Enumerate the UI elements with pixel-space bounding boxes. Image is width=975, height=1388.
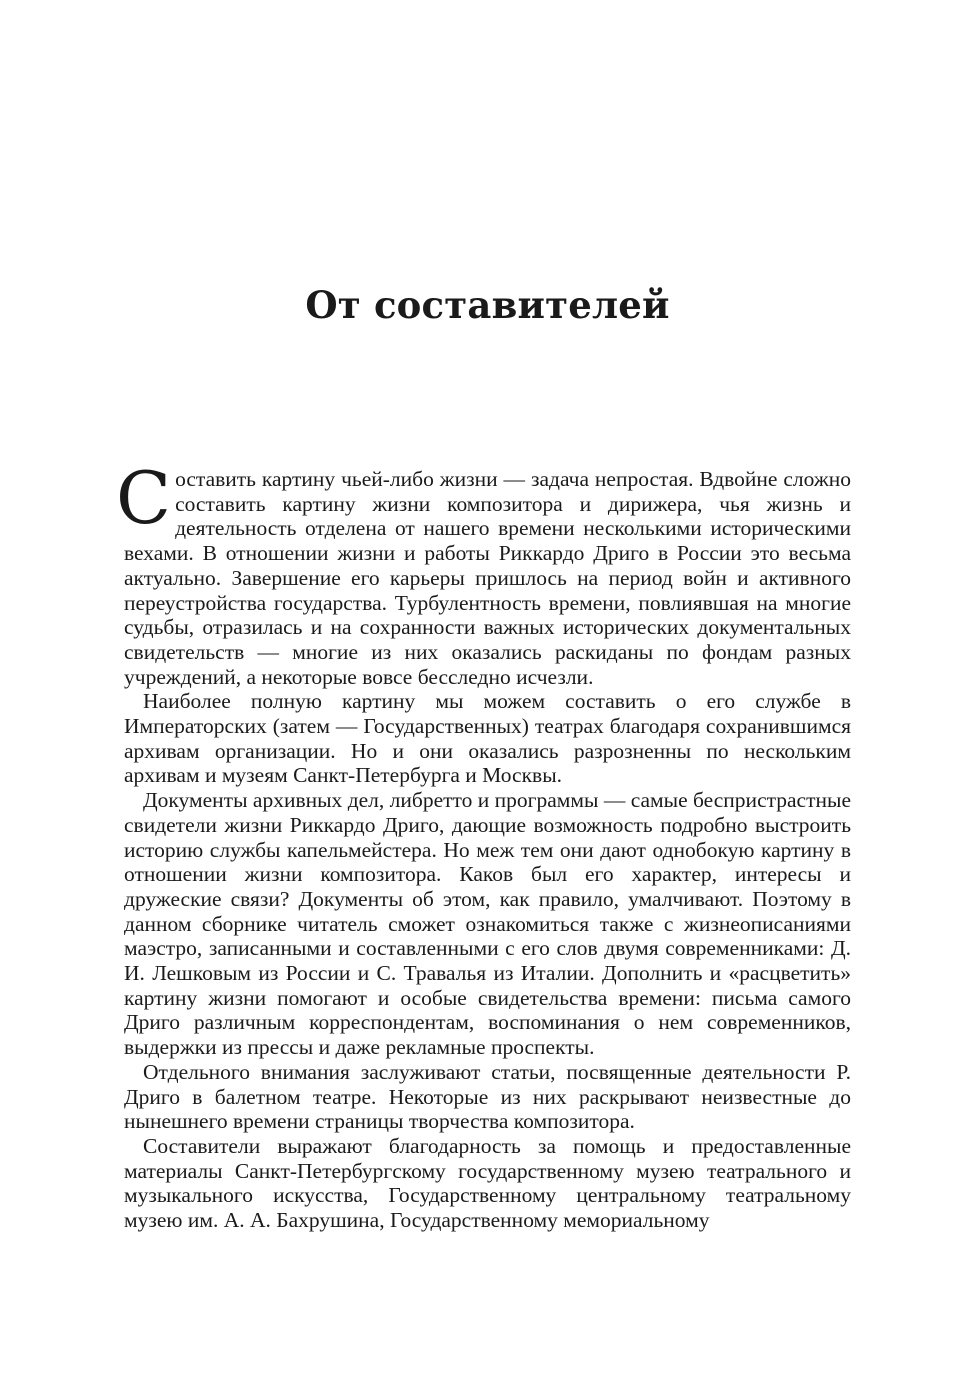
paragraph-1 (116, 456, 851, 689)
drop-cap: С (116, 456, 172, 540)
paragraph-1-text: оставить картину чьей-либо жизни — задача непростая. Вдвойне сложно составить картину жизни композитора и дирижера, чья жизнь и деятельность отделена от нашего времени несколькими историческими вехами. В отношении жизни и работы Риккардо Дриго в России это весьма актуально. Завершение его карьеры пришлось на период войн и активного переустройства государства. Турбулентность времени, повлиявшая на многие судьбы, отразилась и на сохранности важных исторических документальных свидетельств — многие из них оказались раскиданы по фондам разных учреждений, а некоторые вовсе бесследно исчезли. (124, 467, 851, 689)
paragraph-4: Отдельного внимания заслуживают статьи, посвященные деятельности Р. Дриго в балетном театре. Некоторые из них раскрывают неизвестные до нынешнего времени страницы творчества композитора. (124, 1059, 851, 1134)
paragraph-5: Составители выражают благодарность за помощь и предоставленные материалы Санкт-Петербургскому государственному музею театрального и музыкального искусства, Государственному центральному театральному музею им. А. А. Бахрушина, Государственному мемориальному (124, 1133, 851, 1233)
paragraph-2: Наиболее полную картину мы можем составить о его службе в Императорских (затем — Государственных) театрах благодаря сохранившимся архивам организации. Но и они оказались разрозненны по нескольким архивам и музеям Санкт-Петербурга и Москвы. (124, 689, 851, 788)
body-text (116, 456, 851, 1233)
page-title: От составителей (305, 283, 670, 327)
paragraph-3: Документы архивных дел, либретто и программы — самые беспристрастные свидетели жизни Риккардо Дриго, дающие возможность подробно выстроить историю службы капельмейстера. Но меж тем они дают однобокую картину в отношении жизни композитора. Каков был его характер, интересы и дружеские связи? Документы об этом, как правило, умалчивают. Поэтому в данном сборнике читатель сможет ознакомиться также с жизнеописаниями маэстро, записанными и составленными с его слов двумя современниками: Д. И. Лешковым из России и С. Травалья из Италии. Дополнить и «расцветить» картину жизни помогают и особые свидетельства времени: письма самого Дриго различным корреспондентам, воспоминания о нем современников, выдержки из прессы и даже рекламные проспекты. (124, 788, 851, 1060)
